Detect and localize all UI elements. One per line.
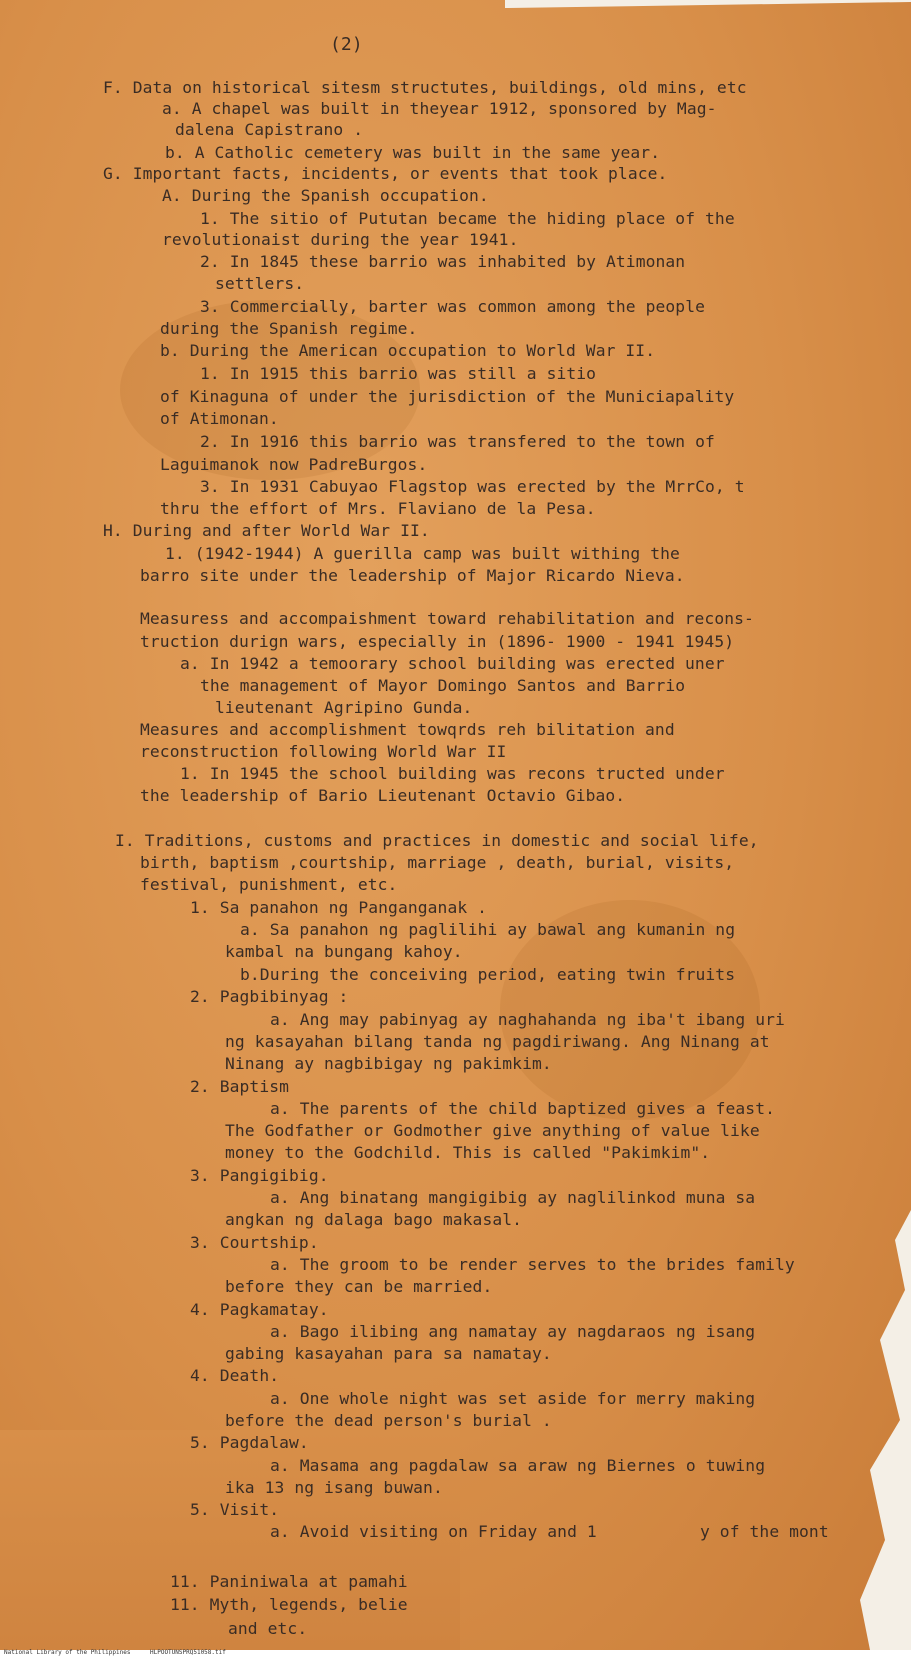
text-line: b. During the American occupation to World War II. xyxy=(160,341,656,360)
text-line: 1. (1942-1944) A guerilla camp was built withing the xyxy=(165,544,680,563)
text-line: a. Ang may pabinyag ay naghahanda ng iba't ibang uri xyxy=(270,1010,785,1029)
text-line: y of the mont xyxy=(700,1522,829,1541)
text-line: ika 13 ng isang buwan. xyxy=(225,1478,443,1497)
text-line: Laguimanok now PadreBurgos. xyxy=(160,455,428,474)
text-line: 1. In 1915 this barrio was still a sitio xyxy=(200,364,597,383)
footer-file-label: HLPOOTUNSPRQ51058.tif xyxy=(150,1649,226,1656)
text-line: dalena Capistrano . xyxy=(175,120,364,139)
text-line: 4. Death. xyxy=(190,1366,280,1385)
text-line: F. Data on historical sitesm structutes, buildings, old mins, etc xyxy=(103,78,747,97)
page-number: (2) xyxy=(330,34,363,55)
text-line: 5. Pagdalaw. xyxy=(190,1433,309,1452)
text-line: money to the Godchild. This is called "Pakimkim". xyxy=(225,1143,711,1162)
text-line: 1. In 1945 the school building was recons tructed under xyxy=(180,764,725,783)
text-line: revolutionaist during the year 1941. xyxy=(162,230,519,249)
text-line: 1. Sa panahon ng Panganganak . xyxy=(190,898,488,917)
text-line: a. Avoid visiting on Friday and 1 xyxy=(270,1522,597,1541)
text-line: 4. Pagkamatay. xyxy=(190,1300,329,1319)
text-line: 2. Pagbibinyag : xyxy=(190,987,349,1006)
text-line: lieutenant Agripino Gunda. xyxy=(215,698,473,717)
text-line: 11. Paniniwala at pamahi xyxy=(170,1572,408,1591)
text-line: a. Ang binatang mangigibig ay naglilinkod muna sa xyxy=(270,1188,756,1207)
text-line: a. A chapel was built in theyear 1912, sponsored by Mag- xyxy=(162,99,717,118)
text-line: before they can be married. xyxy=(225,1277,493,1296)
text-line: a. Masama ang pagdalaw sa araw ng Biernes o tuwing xyxy=(270,1456,766,1475)
text-line: angkan ng dalaga bago makasal. xyxy=(225,1210,523,1229)
text-line: 3. Courtship. xyxy=(190,1233,319,1252)
text-line: and etc. xyxy=(228,1619,308,1638)
text-line: gabing kasayahan para sa namatay. xyxy=(225,1344,552,1363)
text-line: the leadership of Bario Lieutenant Octavio Gibao. xyxy=(140,786,626,805)
text-line: festival, punishment, etc. xyxy=(140,875,398,894)
text-line: ng kasayahan bilang tanda ng pagdiriwang. Ang Ninang at xyxy=(225,1032,770,1051)
text-line: a. The groom to be render serves to the brides family xyxy=(270,1255,795,1274)
text-line: G. Important facts, incidents, or events that took place. xyxy=(103,164,668,183)
text-line: during the Spanish regime. xyxy=(160,319,418,338)
text-line: b. A Catholic cemetery was built in the same year. xyxy=(165,143,661,162)
text-line: 3. Commercially, barter was common among the people xyxy=(200,297,706,316)
text-line: 2. Baptism xyxy=(190,1077,290,1096)
text-line: barro site under the leadership of Major Ricardo Nieva. xyxy=(140,566,685,585)
text-line: 5. Visit. xyxy=(190,1500,280,1519)
text-line: reconstruction following World War II xyxy=(140,742,507,761)
text-line: 3. Pangigibig. xyxy=(190,1166,329,1185)
footer-source-label: National Library of the Philippines xyxy=(4,1649,131,1656)
text-line: Measures and accomplishment towqrds reh bilitation and xyxy=(140,720,675,739)
text-line: 3. In 1931 Cabuyao Flagstop was erected by the MrrCo, t xyxy=(200,477,745,496)
text-line: 11. Myth, legends, belie xyxy=(170,1595,408,1614)
text-line: 2. In 1916 this barrio was transfered to the town of xyxy=(200,432,715,451)
text-line: H. During and after World War II. xyxy=(103,521,430,540)
text-line: before the dead person's burial . xyxy=(225,1411,552,1430)
text-line: I. Traditions, customs and practices in domestic and social life, xyxy=(115,831,759,850)
text-line: a. The parents of the child baptized gives a feast. xyxy=(270,1099,776,1118)
text-line: settlers. xyxy=(215,274,305,293)
text-line: a. Bago ilibing ang namatay ay nagdaraos ng isang xyxy=(270,1322,756,1341)
text-line: kambal na bungang kahoy. xyxy=(225,942,463,961)
text-line: thru the effort of Mrs. Flaviano de la Pesa. xyxy=(160,499,596,518)
text-line: birth, baptism ,courtship, marriage , death, burial, visits, xyxy=(140,853,735,872)
text-line: The Godfather or Godmother give anything of value like xyxy=(225,1121,760,1140)
text-line: a. In 1942 a temoorary school building was erected uner xyxy=(180,654,725,673)
text-line: a. Sa panahon ng paglilihi ay bawal ang kumanin ng xyxy=(240,920,736,939)
text-line: 2. In 1845 these barrio was inhabited by Atimonan xyxy=(200,252,686,271)
scan-footer xyxy=(0,1650,911,1658)
text-line: b.During the conceiving period, eating twin fruits xyxy=(240,965,736,984)
text-line: Measuress and accompaishment toward rehabilitation and recons- xyxy=(140,609,754,628)
text-line: of Kinaguna of under the jurisdiction of the Municiapality xyxy=(160,387,735,406)
text-line: a. One whole night was set aside for merry making xyxy=(270,1389,756,1408)
text-line: 1. The sitio of Pututan became the hiding place of the xyxy=(200,209,735,228)
text-line: Ninang ay nagbibigay ng pakimkim. xyxy=(225,1054,552,1073)
text-line: truction durign wars, especially in (1896- 1900 - 1941 1945) xyxy=(140,632,735,651)
text-line: of Atimonan. xyxy=(160,409,279,428)
text-line: A. During the Spanish occupation. xyxy=(162,186,489,205)
text-line: the management of Mayor Domingo Santos and Barrio xyxy=(200,676,686,695)
